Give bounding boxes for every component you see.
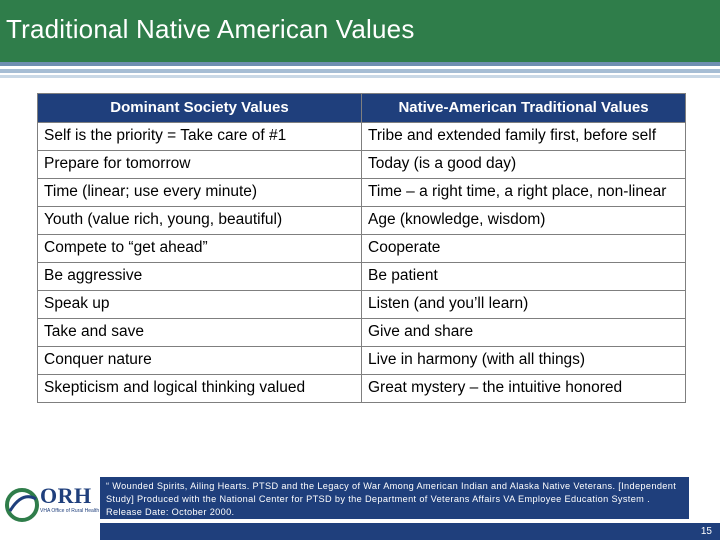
table-cell: Be aggressive	[38, 263, 362, 291]
orh-logo	[4, 483, 100, 539]
table-cell: Prepare for tomorrow	[38, 151, 362, 179]
values-table	[37, 93, 686, 403]
header-stripe	[0, 75, 720, 78]
title-bar	[0, 0, 720, 62]
table-cell: Speak up	[38, 291, 362, 319]
table-cell: Youth (value rich, young, beautiful)	[38, 207, 362, 235]
table-cell: Self is the priority = Take care of #1	[38, 123, 362, 151]
table-cell: Give and share	[362, 319, 686, 347]
table-row	[38, 123, 686, 151]
table-cell: Time (linear; use every minute)	[38, 179, 362, 207]
logo-name: ORH	[40, 483, 92, 508]
table-cell: Live in harmony (with all things)	[362, 347, 686, 375]
table-row	[38, 151, 686, 179]
table-cell: Be patient	[362, 263, 686, 291]
footer-bar	[100, 523, 720, 540]
table-cell: Take and save	[38, 319, 362, 347]
column-header-dominant: Dominant Society Values	[38, 94, 362, 123]
globe-swoosh-icon	[4, 485, 40, 525]
table-cell: Tribe and extended family first, before self	[362, 123, 686, 151]
table-row	[38, 263, 686, 291]
table-row	[38, 291, 686, 319]
table-row	[38, 235, 686, 263]
table-cell: Age (knowledge, wisdom)	[362, 207, 686, 235]
table-cell: Time – a right time, a right place, non-linear	[362, 179, 686, 207]
table-row	[38, 319, 686, 347]
slide-title: Traditional Native American Values	[6, 14, 415, 44]
citation-footnote: “ Wounded Spirits, Ailing Hearts. PTSD and the Legacy of War Among American Indian and Alaska Native Veterans. [Independent Study] Produced with the National Center for PTSD by the Department of Veterans Affairs VA Employee Education System . Release Date: October 2000.	[100, 477, 689, 519]
table-cell: Conquer nature	[38, 347, 362, 375]
table-cell: Great mystery – the intuitive honored	[362, 375, 686, 403]
column-header-native: Native-American Traditional Values	[362, 94, 686, 123]
table-header-row	[38, 94, 686, 123]
table-cell: Cooperate	[362, 235, 686, 263]
table-cell: Skepticism and logical thinking valued	[38, 375, 362, 403]
table-cell: Today (is a good day)	[362, 151, 686, 179]
page-number: 15	[700, 526, 712, 537]
table-row	[38, 207, 686, 235]
table-row	[38, 375, 686, 403]
logo-subtitle: VHA Office of Rural Health	[40, 508, 100, 514]
table-row	[38, 347, 686, 375]
table-cell: Compete to “get ahead”	[38, 235, 362, 263]
table-row	[38, 179, 686, 207]
table-cell: Listen (and you’ll learn)	[362, 291, 686, 319]
